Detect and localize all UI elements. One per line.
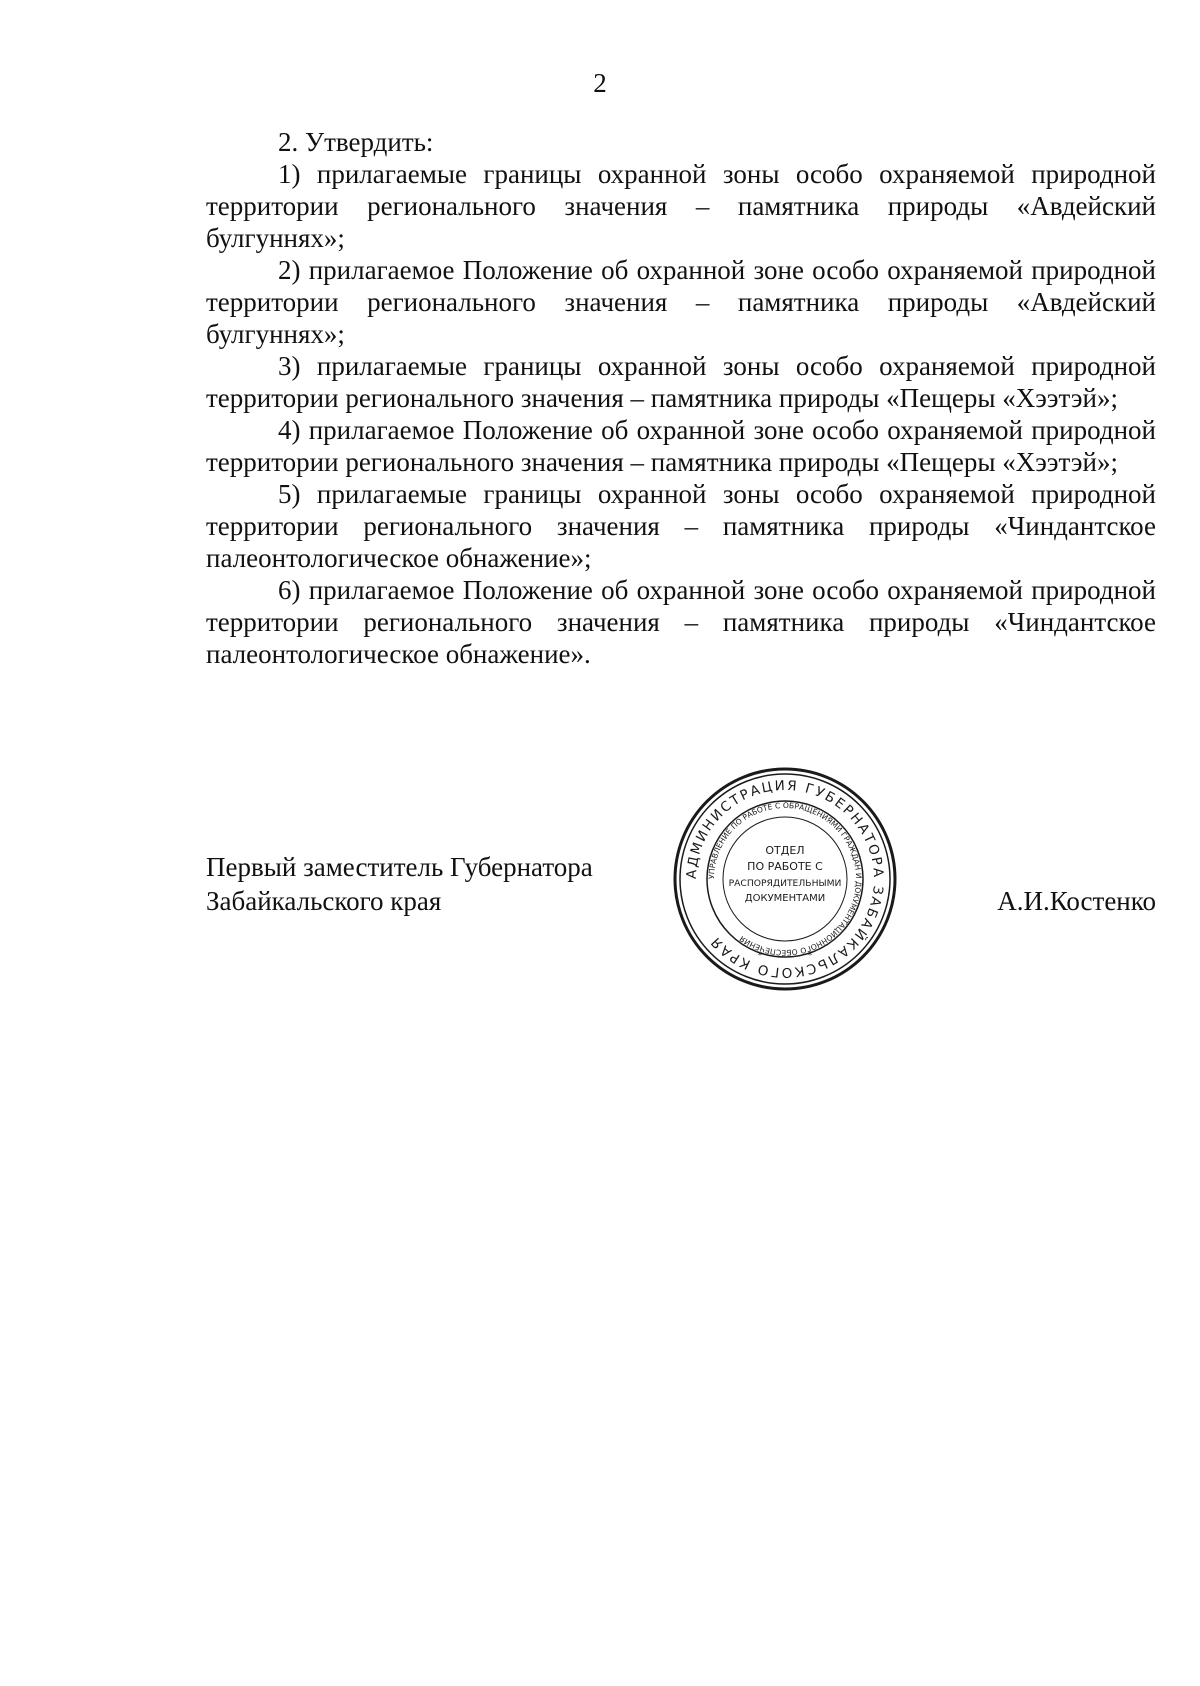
signatory-title [206, 850, 593, 918]
seal-star-icon: * [807, 951, 813, 961]
seal-center-line-4: ДОКУМЕНТАМИ [744, 893, 826, 904]
official-seal [672, 766, 898, 992]
paragraph-approve: 2. Утвердить: [278, 127, 434, 157]
seal-graphic [672, 766, 898, 992]
seal-center-line-2: ПО РАБОТЕ С [747, 860, 823, 873]
seal-center-line-1: ОТДЕЛ [765, 844, 805, 857]
seal-outer-text: АДМИНИСТРАЦИЯ ГУБЕРНАТОРА ЗАБАЙКАЛЬСКОГО КРАЯ [683, 777, 887, 981]
signatory-title-line-1: Первый заместитель Губернатора [206, 852, 593, 882]
paragraph-item-6: 6) прилагаемое Положение об охранной зоне особо охраняемой природной территории регионального значения – памятника природы «Чиндантское палеонтологическое обнажение». [206, 575, 1156, 669]
signatory-name: А.И.Костенко [997, 886, 1156, 916]
seal-star-icon: * [757, 951, 763, 961]
seal-center-line-3: РАСПОРЯДИТЕЛЬНЫМИ [728, 878, 842, 889]
seal-inner-text: УПРАВЛЕНИЕ ПО РАБОТЕ С ОБРАЩЕНИЯМИ ГРАЖДАН И ДОКУМЕНТАЦИОННОГО ОБЕСПЕЧЕНИЯ [706, 800, 864, 958]
document-body [206, 126, 1156, 670]
paragraph-item-4: 4) прилагаемое Положение об охранной зоне особо охраняемой природной территории регионального значения – памятника природы «Пещеры «Хээтэй»; [206, 415, 1156, 477]
paragraph-item-5: 5) прилагаемые границы охранной зоны особо охраняемой природной территории регионального значения – памятника природы «Чиндантское палеонтологическое обнажение»; [206, 479, 1156, 573]
signatory-title-line-2: Забайкальского края [206, 886, 442, 916]
paragraph-item-3: 3) прилагаемые границы охранной зоны особо охраняемой природной территории регионального значения – памятника природы «Пещеры «Хээтэй»; [206, 351, 1156, 413]
paragraph-item-1: 1) прилагаемые границы охранной зоны особо охраняемой природной территории регионального значения – памятника природы «Авдейский булгуннях»; [206, 159, 1156, 253]
paragraph-item-2: 2) прилагаемое Положение об охранной зоне особо охраняемой природной территории регионального значения – памятника природы «Авдейский булгуннях»; [206, 255, 1156, 349]
page-number: 2 [593, 68, 607, 98]
